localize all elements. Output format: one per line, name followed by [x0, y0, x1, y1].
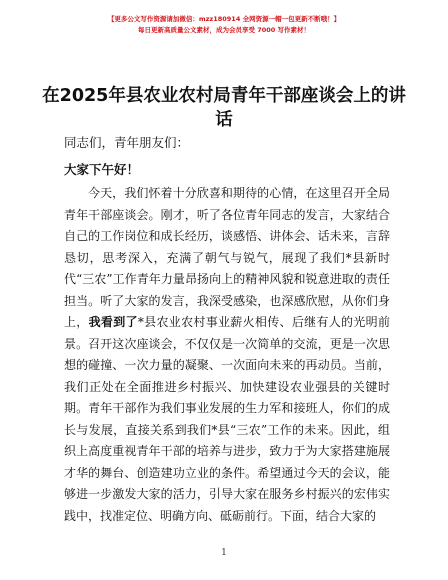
- paragraph-bold-phrase: 我看到了: [88, 315, 138, 329]
- salutation: 同志们，青年朋友们：: [64, 135, 190, 150]
- paragraph-text-rest: *县农业农村事业薪火相传、后继有人的光明前景。召开这次座谈会，不仅仅是一次简单的交流，更是一次思想的碰撞、一次力量的凝聚、一次面向未来的再动员。当前，我们正处在全面推进乡村振兴、加快建设农业强县的关键时期。青年干部作为我们事业发展的生力军和接班人，你们的成长与发展，直接关系到我们*县“三农”工作的未来。因此，组织上高度重视青年干部的培养与进步，致力于为大家搭建施展才华的舞台、创造建功立业的条件。希望通过今天的会议，能够进一步激发大家的活力，引导大家在服务乡村振兴的宏伟实践中，找准定位、明确方向、砥砺前行。下面，结合大家的: [64, 315, 390, 523]
- promo-line-1: 【更多公文写作资源请加微信：mzz180914 全网资源一帽一包更新不断哦！】: [107, 15, 341, 23]
- document-title: 在2025年县农业农村局青年干部座谈会上的讲话: [42, 86, 406, 130]
- body-paragraph: [64, 183, 390, 527]
- greeting: 大家下午好！: [64, 162, 140, 177]
- promo-line-2: 每日更新高质量公文素材，成为会员享受 7000 写作素材！: [137, 26, 311, 34]
- page-number: 1: [221, 548, 227, 558]
- paragraph-text-start: 今天，我们怀着十分欣喜和期待的心情，在这里召开全局青年干部座谈会。刚才，听了各位青年同志的发言，大家结合自己的工作岗位和成长经历，谈感悟、讲体会、话未来，言辞恳切，思考深入，充满了朝气与锐气，展现了我们*县新时代“三农”工作青年力量昂扬向上的精神风貌和锐意进取的责任担当。听了大家的发言，我深受感染，也深感欣慰，从你们身上，: [64, 186, 390, 329]
